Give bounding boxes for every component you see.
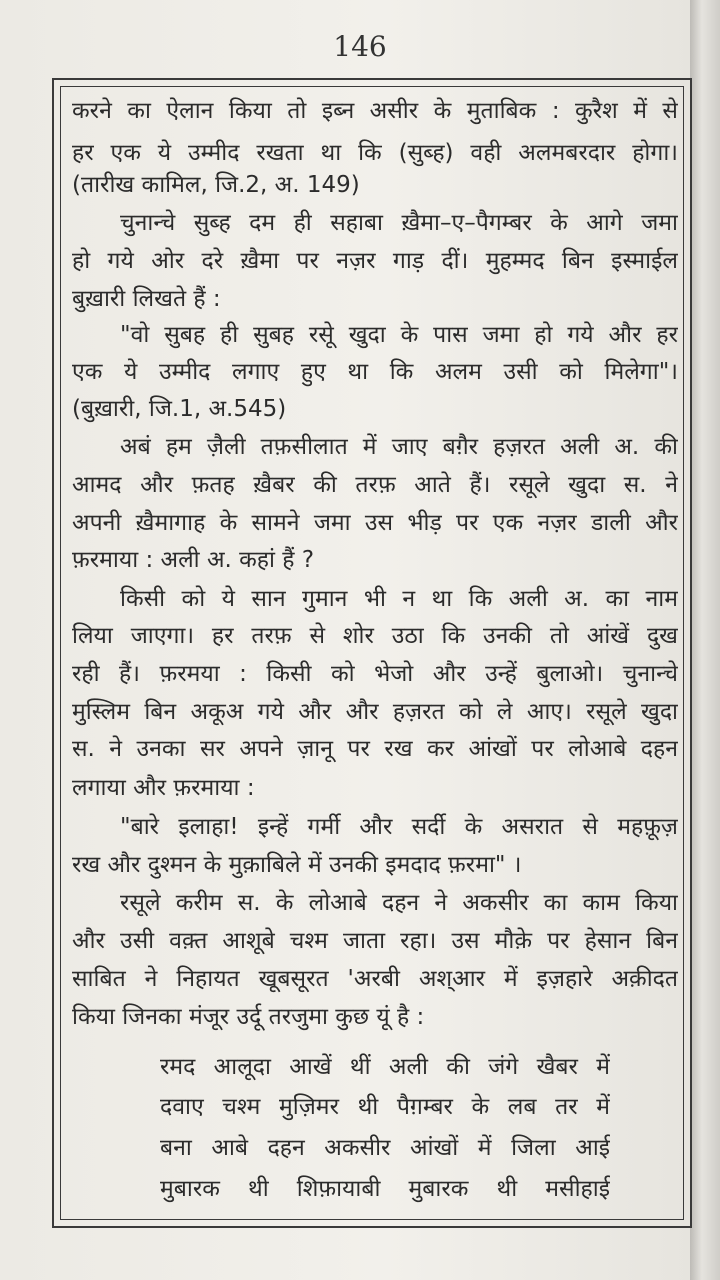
citation-line: (तारीख कामिल, जि.2, अ. 149) — [72, 172, 360, 198]
verse-line: दवाए चश्म मुज़िमर थी पैग़म्बर के लब तर में — [160, 1094, 610, 1120]
quote-line: एक ये उम्मीद लगाए हुए था कि अलम उसी को मिलेगा"। — [72, 359, 678, 385]
citation-line: (बुख़ारी, जि.1, अ.545) — [72, 396, 287, 422]
text-line: मुस्लिम बिन अकूअ गये और और हज़रत को ले आए। रसूले खुदा — [72, 699, 678, 725]
text-line: किसी को ये सान गुमान भी न था कि अली अ. का नाम — [120, 586, 678, 612]
text-line: अबं हम ज़ैली तफ़सीलात में जाए बग़ैर हज़रत अली अ. की — [120, 434, 678, 460]
page-number: 146 — [333, 30, 387, 63]
text-line: हो गये ओर दरे ख़ैमा पर नज़र गाड़ दीं। मुहम्मद बिन इस्माईल — [72, 248, 678, 274]
text-line: बुख़ारी लिखते हैं : — [72, 286, 221, 312]
text-line: रसूले करीम स. के लोआबे दहन ने अकसीर का काम किया — [120, 890, 678, 916]
text-line: अपनी ख़ैमागाह के सामने जमा उस भीड़ पर एक नज़र डाली और — [72, 510, 678, 536]
text-line: हर एक ये उम्मीद रखता था कि (सुब्ह) वही अलमबरदार होगा। — [72, 140, 678, 166]
page-edge — [690, 0, 720, 1280]
text-line: आमद और फ़तह ख़ैबर की तरफ़ आते हैं। रसूले खुदा स. ने — [72, 472, 678, 498]
text-line: किया जिनका मंजूर उर्दू तरजुमा कुछ यूं है : — [72, 1004, 425, 1030]
quote-line: "वो सुबह ही सुबह रसूे खुदा के पास जमा हो गये और हर — [120, 322, 678, 348]
quote-line: रख और दुश्मन के मुक़ाबिले में उनकी इमदाद फ़रमा" । — [72, 852, 522, 878]
verse-line: बना आबे दहन अकसीर आंखों में जिला आई — [160, 1135, 610, 1161]
text-line: और उसी वक़्त आशूबे चश्म जाता रहा। उस मौक़े पर हेसान बिन — [72, 928, 678, 954]
verse-line: मुबारक थी शिफ़ायाबी मुबारक थी मसीहाई — [160, 1176, 610, 1202]
quote-line: "बारे इलाहा! इन्हें गर्मी और सर्दी के असरात से महफ़ूज़ — [120, 814, 678, 840]
text-line: स. ने उनका सर अपने ज़ानू पर रख कर आंखों पर लोआबे दहन — [72, 736, 678, 762]
verse-line: रमद आलूदा आखें थीं अली की जंगे खैबर में — [160, 1054, 610, 1080]
text-line: लिया जाएगा। हर तरफ़ से शोर उठा कि उनकी तो आंखें दुख — [72, 623, 678, 649]
text-line: रही हैं। फ़रमया : किसी को भेजो और उन्हें बुलाओ। चुनान्चे — [72, 661, 678, 687]
text-line: फ़रमाया : अली अ. कहां हैं ? — [72, 547, 315, 573]
text-line: चुनान्चे सुब्ह दम ही सहाबा ख़ैमा–ए–पैगम्बर के आगे जमा — [120, 210, 678, 236]
text-line: लगाया और फ़रमाया : — [72, 775, 255, 801]
text-line: साबित ने निहायत खूबसूरत 'अरबी अश्आर में इज़हारे अक़ीदत — [72, 966, 678, 992]
text-line: करने का ऐलान किया तो इब्न असीर के मुताबिक : कुरैश में से — [72, 98, 678, 124]
